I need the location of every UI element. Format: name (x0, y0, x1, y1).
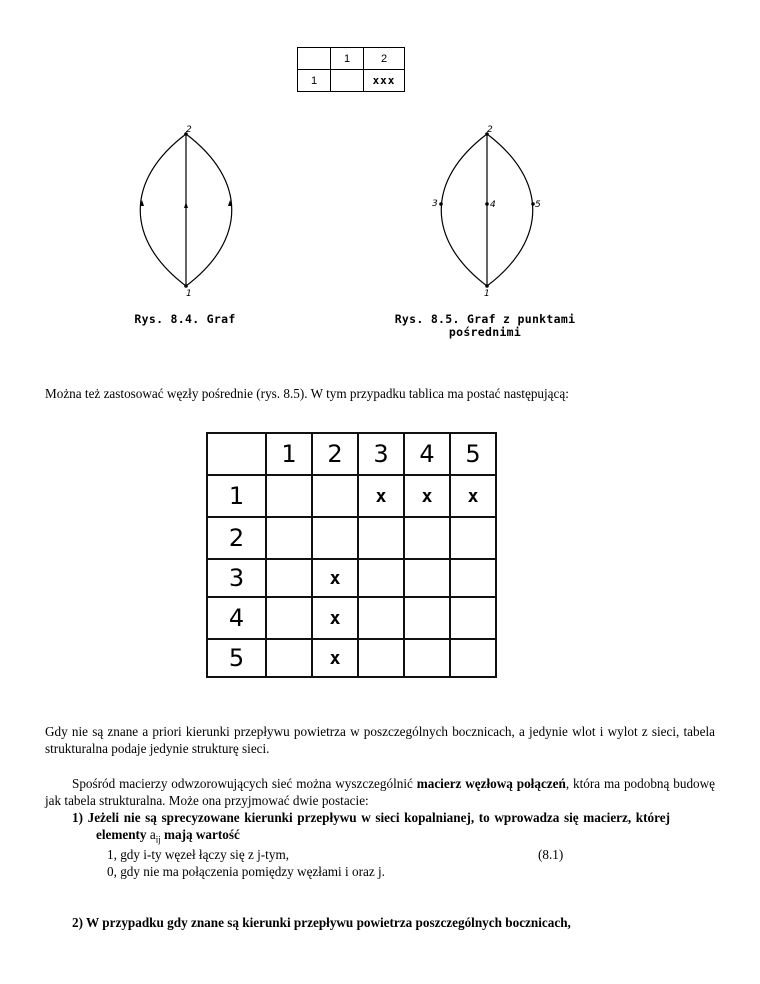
table-cell (358, 639, 404, 677)
graph-node (439, 202, 443, 206)
table-cell: x (450, 475, 496, 517)
table-row (207, 639, 496, 677)
node-label: 3 (432, 199, 438, 209)
table-cell (450, 517, 496, 559)
graph-node (184, 284, 188, 288)
node-label: 1 (484, 289, 490, 299)
table-cell: 3 (358, 433, 404, 475)
formula-number: (8.1) (538, 847, 564, 862)
table-row (207, 597, 496, 639)
table-cell: 4 (207, 597, 266, 639)
table-cell (266, 517, 312, 559)
list-item-1-tail: mają wartość (164, 827, 240, 842)
graph-node (485, 284, 489, 288)
graph-edge-left (441, 134, 487, 286)
table-cell: 4 (404, 433, 450, 475)
intro-text: Można też zastosować węzły pośrednie (rys. 8.5). W tym przypadku tablica ma postać następującą: (45, 386, 569, 401)
list-item-1 (72, 809, 670, 849)
graph-figure-8-4 (120, 120, 260, 300)
figure-8-5-caption-line1: Rys. 8.5. Graf z punktami (394, 312, 576, 326)
small-matrix-table (297, 47, 405, 92)
figure-8-5-caption (375, 313, 595, 339)
table-row (207, 517, 496, 559)
paragraph-2 (45, 775, 715, 809)
element-subscript: ij (155, 834, 161, 845)
table-cell (404, 597, 450, 639)
table-cell (450, 559, 496, 597)
table-cell (358, 559, 404, 597)
table-cell (358, 597, 404, 639)
arrow-up-icon (184, 202, 188, 208)
table-cell: 1 (331, 48, 364, 70)
node-label: 5 (535, 200, 541, 210)
paragraph-1: Gdy nie są znane a priori kierunki przepływu powietrza w poszczególnych bocznicach, a jedynie wlot i wylot z sieci, tabela strukturalna podaje jedynie strukturę sieci. (45, 724, 715, 756)
table-cell (266, 475, 312, 517)
table-cell (404, 517, 450, 559)
graph-node (485, 202, 489, 206)
table-row (298, 70, 405, 92)
table-cell (358, 517, 404, 559)
table-cell (450, 639, 496, 677)
figure-8-5-caption-line2: pośrednimi (448, 325, 522, 339)
paragraph-2-start: Spośród macierzy odwzorowujących sieć można wyszczególnić (72, 776, 417, 791)
table-cell (404, 639, 450, 677)
table-cell: 1 (207, 475, 266, 517)
paragraph-2-term: macierz węzłową połączeń (416, 776, 566, 791)
table-cell (207, 433, 266, 475)
table-cell: xxx (364, 70, 405, 92)
node-label: 2 (186, 125, 192, 135)
table-cell (331, 70, 364, 92)
table-row (298, 48, 405, 70)
graph-edge-right (186, 134, 232, 286)
table-row (207, 475, 496, 517)
formula-line-1: 1, gdy i-ty węzeł łączy się z j-tym, (107, 847, 289, 862)
table-cell (266, 559, 312, 597)
node-label: 1 (186, 289, 192, 299)
table-cell (312, 475, 358, 517)
table-row (207, 433, 496, 475)
formula-line-2: 0, gdy nie ma połączenia pomiędzy węzłami i oraz j. (107, 864, 385, 879)
table-cell (266, 639, 312, 677)
table-cell: 5 (207, 639, 266, 677)
table-cell: 5 (450, 433, 496, 475)
table-cell: 2 (207, 517, 266, 559)
figure-8-4-caption: Rys. 8.4. Graf (134, 312, 236, 326)
table-cell: 2 (364, 48, 405, 70)
table-cell: x (358, 475, 404, 517)
structural-table (206, 432, 497, 678)
table-cell (312, 517, 358, 559)
element-symbol: a (149, 827, 156, 842)
table-cell (404, 559, 450, 597)
table-cell: x (312, 597, 358, 639)
node-label: 4 (490, 200, 496, 210)
table-cell: x (312, 559, 358, 597)
table-cell (450, 597, 496, 639)
graph-figure-8-5 (420, 120, 560, 300)
table-cell: 3 (207, 559, 266, 597)
list-item-1-text: 1) Jeżeli nie są sprecyzowane kierunki przepływu w sieci kopalnianej, to wprowadza się macierz, której elementy (72, 810, 670, 842)
table-cell: x (312, 639, 358, 677)
table-row (207, 559, 496, 597)
table-cell: 1 (298, 70, 331, 92)
table-cell: 1 (266, 433, 312, 475)
paragraph-2-end: , która ma podobną budowę jak tabela strukturalna. Może ona przyjmować dwie postacie: (45, 776, 716, 808)
list-item-2: 2) W przypadku gdy znane są kierunki przepływu powietrza poszczególnych bocznicach, (72, 915, 571, 930)
table-cell: x (404, 475, 450, 517)
table-cell (266, 597, 312, 639)
graph-edge-left (140, 134, 186, 286)
node-label: 2 (487, 125, 493, 135)
table-cell: 2 (312, 433, 358, 475)
graph-edge-right (487, 134, 533, 286)
table-cell (298, 48, 331, 70)
